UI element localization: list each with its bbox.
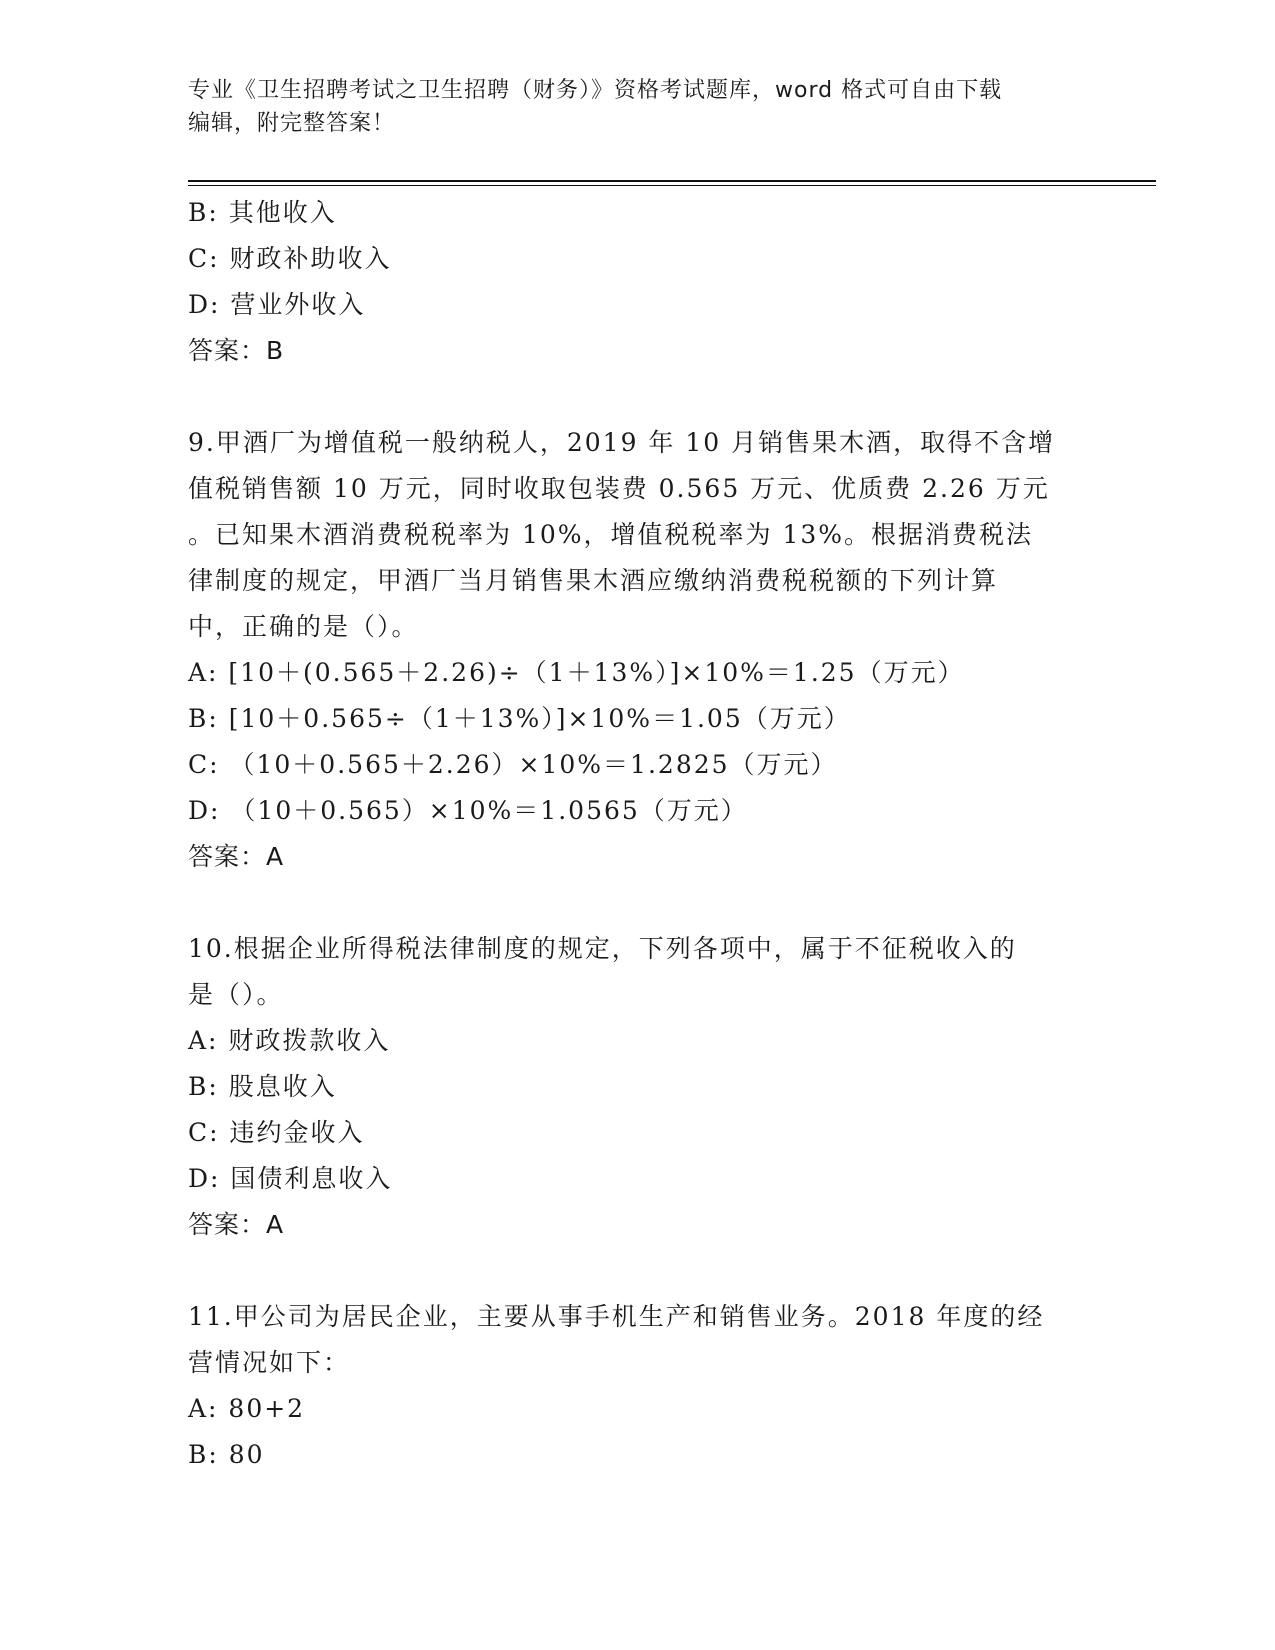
question-content: [188, 190, 1088, 1478]
option-d: D: 营业外收入: [188, 290, 366, 319]
option-c: C: 财政补助收入: [188, 244, 392, 273]
option-c: C: （10＋0.565＋2.26）×10%＝1.2825（万元）: [188, 750, 838, 779]
question-stem-line: 律制度的规定，甲酒厂当月销售果木酒应缴纳消费税税额的下列计算: [188, 566, 999, 595]
spacer: [188, 374, 1088, 420]
option-d: D: 国债利息收入: [188, 1164, 393, 1193]
question-stem-line: 值税销售额 10 万元，同时收取包装费 0.565 万元、优质费 2.26 万元: [188, 474, 1050, 503]
header-line-2: 编辑，附完整答案！: [188, 111, 396, 136]
option-a: A: 财政拨款收入: [188, 1026, 391, 1055]
option-a: A: [10＋(0.565＋2.26)÷（1＋13%）]×10%＝1.25（万元）: [188, 658, 965, 687]
header-line-1: 专业《卫生招聘考试之卫生招聘（财务）》资格考试题库，word 格式可自由下载: [188, 78, 1003, 103]
header-rule-thick: [188, 180, 1156, 182]
document-header: [188, 74, 1088, 140]
question-9-block: [188, 420, 1088, 880]
question-stem-line: 是（）。: [188, 980, 284, 1009]
option-b: B: 其他收入: [188, 198, 337, 227]
header-rule-thin: [188, 185, 1156, 186]
question-stem-line: 11.甲公司为居民企业，主要从事手机生产和销售业务。2018 年度的经: [188, 1302, 1045, 1331]
question-stem-line: 。已知果木酒消费税税率为 10%，增值税税率为 13%。根据消费税法: [188, 520, 1034, 549]
question-stem-line: 10.根据企业所得税法律制度的规定，下列各项中，属于不征税收入的: [188, 934, 1017, 963]
answer-line: 答案：A: [188, 842, 285, 871]
question-8-block: [188, 190, 1088, 374]
question-stem-line: 9.甲酒厂为增值税一般纳税人，2019 年 10 月销售果木酒，取得不含增: [188, 428, 1056, 457]
question-stem-line: 营情况如下：: [188, 1348, 351, 1377]
option-b: B: 股息收入: [188, 1072, 337, 1101]
option-b: B: 80: [188, 1440, 265, 1469]
spacer: [188, 880, 1088, 926]
question-stem-line: 中，正确的是（）。: [188, 612, 419, 641]
option-d: D: （10＋0.565）×10%＝1.0565（万元）: [188, 796, 748, 825]
option-c: C: 违约金收入: [188, 1118, 365, 1147]
question-10-block: [188, 926, 1088, 1248]
answer-line: 答案：B: [188, 336, 285, 365]
option-a: A: 80+2: [188, 1394, 306, 1423]
answer-line: 答案：A: [188, 1210, 285, 1239]
question-11-block: [188, 1294, 1088, 1478]
option-b: B: [10＋0.565÷（1＋13%）]×10%＝1.05（万元）: [188, 704, 851, 733]
spacer: [188, 1248, 1088, 1294]
